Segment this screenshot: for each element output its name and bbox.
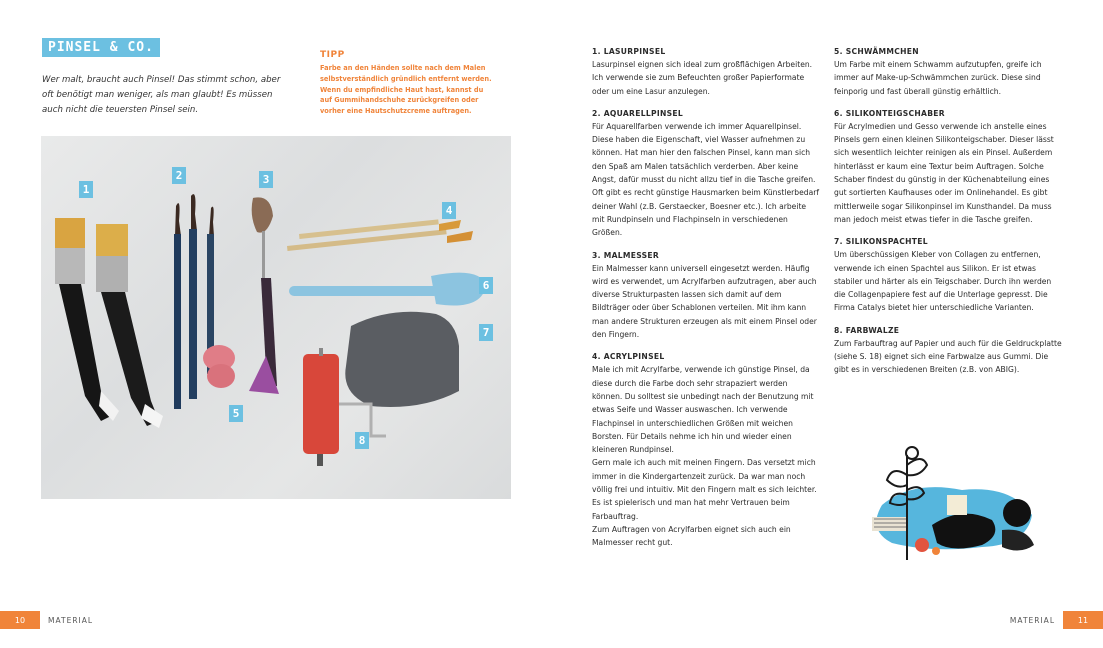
section-farbwalze bbox=[834, 325, 1064, 377]
tipp-box bbox=[320, 50, 495, 117]
photo-label-1: 1 bbox=[79, 181, 93, 198]
brushes-illustration bbox=[41, 136, 511, 499]
text-column-2 bbox=[834, 46, 1064, 387]
footer-label-right: MATERIAL bbox=[1009, 615, 1055, 625]
section-heading: 6. SILIKONTEIGSCHABER bbox=[834, 108, 945, 118]
footer-right bbox=[1002, 611, 1103, 629]
section-aquarellpinsel bbox=[592, 108, 820, 240]
photo-label-3: 3 bbox=[259, 171, 273, 188]
section-silikonteigschaber bbox=[834, 108, 1064, 226]
section-heading: 7. SILIKONSPACHTEL bbox=[834, 237, 928, 247]
page-number-right: 11 bbox=[1063, 611, 1103, 629]
footer-label-left: MATERIAL bbox=[48, 615, 94, 625]
page-number-left: 10 bbox=[0, 611, 40, 629]
tipp-text: Farbe an den Händen sollte nach dem Malen selbstverständlich gründlich entfernt werden. Wenn du empfindliche Haut hast, kannst du auf Gummihandschuhe zurückgreifen oder vorher eine Hautschutzcreme auftragen. bbox=[320, 64, 492, 116]
section-lasurpinsel bbox=[592, 46, 820, 98]
section-acrylpinsel bbox=[592, 351, 820, 549]
brushes-photo bbox=[41, 136, 511, 499]
section-heading: 4. ACRYLPINSEL bbox=[592, 352, 665, 362]
footer-left bbox=[0, 611, 101, 629]
section-silikonspachtel bbox=[834, 236, 1064, 314]
section-heading: 5. SCHWÄMMCHEN bbox=[834, 47, 919, 56]
palette-knife bbox=[252, 197, 277, 388]
section-text: Lasurpinsel eignen sich ideal zum großflächigen Arbeiten. Ich verwende sie zum Befeuchten großer Papierformate oder um eine Lasur anzulegen. bbox=[592, 60, 813, 96]
section-text: Male ich mit Acrylfarbe, verwende ich günstige Pinsel, da diese durch die Farbe doch sehr strapaziert werden können. Du solltest sie unbedingt nach der Benutzung mit etwas Seife und Wasser auswaschen. Ich verwende Flachpinsel in unterschiedlichen Größen mit weichen Borsten. Für Details nehme ich hin und wieder einen kleineren Rundpinsel. bbox=[592, 365, 814, 455]
section-text: Um Farbe mit einem Schwamm aufzutupfen, greife ich immer auf Make-up-Schwämmchen zurück. Diese sind feinporig und fast überall günstig erhältlich. bbox=[834, 60, 1042, 96]
text-column-1 bbox=[592, 46, 820, 560]
section-heading: 3. MALMESSER bbox=[592, 250, 660, 260]
silicone-scraper bbox=[289, 273, 486, 306]
collage-illustration bbox=[852, 435, 1042, 585]
photo-label-8: 8 bbox=[355, 432, 369, 449]
section-schwaemmchen bbox=[834, 46, 1064, 98]
acrylic-brushes bbox=[287, 219, 473, 251]
section-text: Zum Farbauftrag auf Papier und auch für die Geldruckplatte (siehe S. 18) eignet sich eine Farbwalze aus Gummi. Die gibt es in verschiedenen Breiten (z.B. von ABIG). bbox=[834, 338, 1062, 375]
section-heading: 1. LASURPINSEL bbox=[592, 47, 666, 56]
section-text: Für Acrylmedien und Gesso verwende ich anstelle eines Pinsels gern einen kleinen Silikonteigschaber. Dieser lässt sich wesentlich leichter reinigen als ein Pinsel. Außerdem hinterlässt er kaum eine Textur beim Auftragen. Solche Schaber findest du günstig in der Küchenabteilung eines gut sortierten Kaufhauses oder im Onlinehandel. Es gibt mittlerweile sogar Silikonpinsel im Kunsthandel. Da muss man jedoch meist etwas tiefer in die Tasche greifen. bbox=[834, 121, 1054, 224]
section-heading: 2. AQUARELLPINSEL bbox=[592, 108, 684, 118]
silicone-spatula bbox=[345, 312, 459, 407]
photo-label-7: 7 bbox=[479, 324, 493, 341]
intro-text: Wer malt, braucht auch Pinsel! Das stimmt schon, aber oft benötigt man weniger, als man glaubt! Es müssen auch nicht die teuersten Pinsel sein. bbox=[42, 75, 281, 115]
section-text-3: Zum Auftragen von Acrylfarben eignet sich auch ein Malmesser recht gut. bbox=[592, 524, 791, 548]
section-malmesser bbox=[592, 250, 820, 342]
section-heading: 8. FARBWALZE bbox=[834, 325, 900, 335]
section-text: Um überschüssigen Kleber von Collagen zu entfernen, verwende ich einen Spachtel aus Silikon. Er ist etwas stabiler und härter als ein Teigschaber. Durch ihn werden die Collagenpapiere fest auf die Unterlage gepresst. Die Firma Catalys bietet hier unterschiedliche Varianten. bbox=[834, 250, 1052, 313]
right-page bbox=[552, 0, 1103, 648]
tipp-title: TIPP bbox=[320, 50, 345, 60]
page-title: PINSEL & CO. bbox=[42, 38, 160, 57]
section-text-2: Gern male ich auch mit meinen Fingern. Das versetzt mich immer in die Kindergartenzeit zurück. Da war man noch völlig frei und intuitiv. Mit den Fingern malt es sich leichter. Es ist spielerisch und man hat mehr Vertrauen beim Farbauftrag. bbox=[592, 458, 817, 521]
photo-label-4: 4 bbox=[442, 202, 456, 219]
section-text: Ein Malmesser kann universell eingesetzt werden. Häufig wird es verwendet, um Acrylfarben aufzutragen, aber auch diverse Strukturpasten lassen sich damit auf dem Bildträger oder über Schablonen verteilen. Mit ihm kann man andere Strukturen erzeugen als mit einem Pinsel oder den Fingern. bbox=[592, 263, 817, 340]
photo-label-6: 6 bbox=[479, 277, 493, 294]
section-text: Für Aquarellfarben verwende ich immer Aquarellpinsel. Diese haben die Eigenschaft, viel Wasser aufnehmen zu können. Hat man hier den falschen Pinsel, kann man sich den Spaß am Malen tatsächlich verderben. Aber keine Angst, dafür musst du nicht allzu tief in die Tasche greifen. Oft gibt es recht günstige Hausmarken beim Künstlerbedarf deiner Wahl (z.B. Gerstaecker, Boesner etc.). Ich arbeite mit Rundpinseln und Flachpinseln in verschiedenen Größen. bbox=[592, 121, 820, 238]
photo-label-2: 2 bbox=[172, 167, 186, 184]
photo-label-5: 5 bbox=[229, 405, 243, 422]
